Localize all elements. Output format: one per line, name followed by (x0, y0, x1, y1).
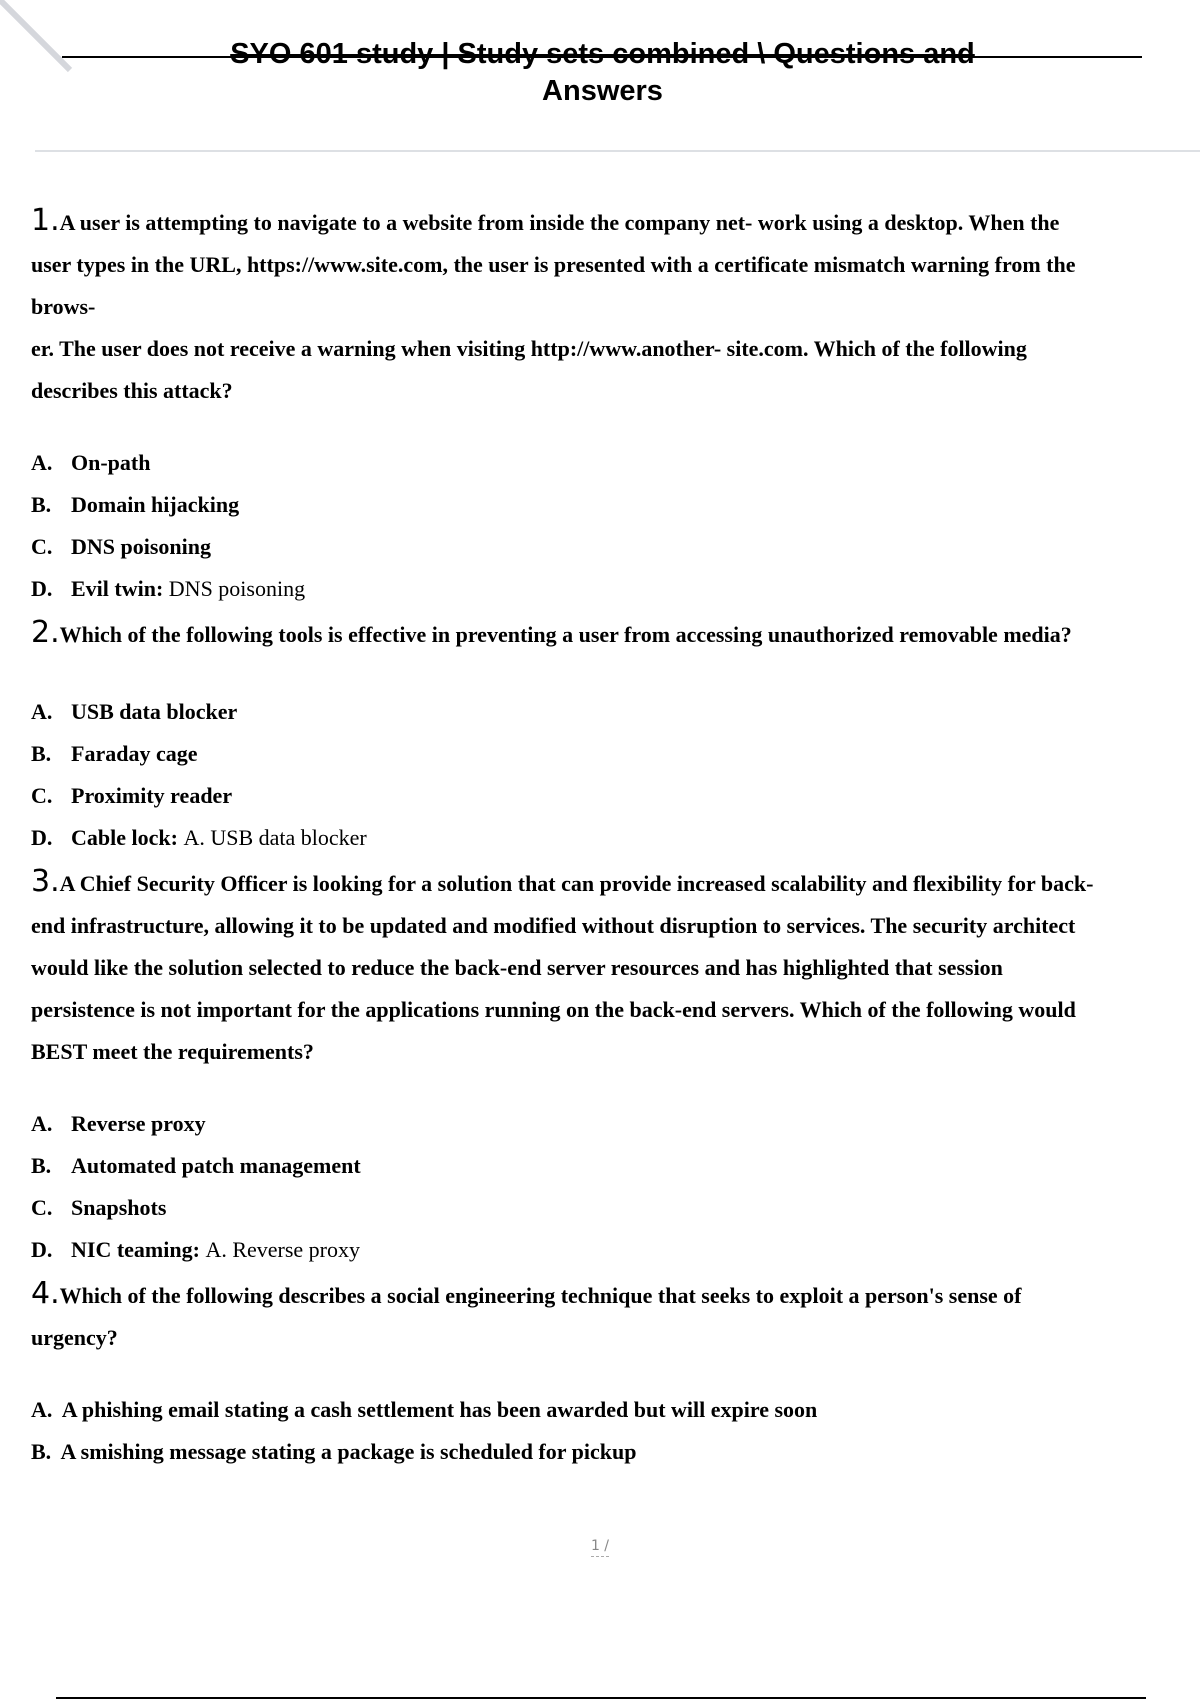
option-a (31, 442, 1200, 484)
question-line-text: Which of the following describes a social engineering technique that seeks to exploit a person's sense of (59, 1283, 1022, 1308)
option-d (31, 1229, 1200, 1271)
question-line (31, 1273, 1200, 1317)
option-b (31, 1145, 1200, 1187)
option-d (31, 817, 1200, 859)
title-line-2: Answers (542, 75, 663, 107)
question-line (31, 612, 1200, 656)
option-text: Domain hijacking (71, 492, 240, 517)
question-line: end infrastructure, allowing it to be updated and modified without disruption to services. The security architect (31, 913, 1076, 938)
option-letter: A. (31, 450, 53, 475)
question-number: 1. (31, 203, 60, 238)
question-line (31, 200, 1200, 244)
option-c (31, 775, 1200, 817)
question-line-text: A Chief Security Officer is looking for a solution that can provide increased scalability and flexibility for back- (59, 871, 1094, 896)
question-4 (31, 1273, 1200, 1473)
question-line: brows- (31, 294, 96, 319)
option-list (31, 1389, 1200, 1473)
question-line (31, 861, 1200, 905)
option-text: Reverse proxy (71, 1111, 206, 1136)
option-list (31, 1103, 1200, 1271)
option-text: NIC teaming: (71, 1237, 200, 1262)
option-letter: A. (31, 699, 53, 724)
option-b (31, 1431, 1200, 1473)
option-d (31, 568, 1200, 610)
option-letter: C. (31, 534, 53, 559)
option-letter: D. (31, 1237, 53, 1262)
question-text (31, 1273, 1200, 1359)
document-title (60, 36, 1145, 110)
option-text: DNS poisoning (71, 534, 212, 559)
question-line: would like the solution selected to reduce the back-end server resources and has highlighted that session (31, 955, 1003, 980)
page-number-text: 1 / (591, 1538, 609, 1557)
question-1 (31, 200, 1200, 610)
option-letter: A. (31, 1397, 53, 1422)
question-line: urgency? (31, 1325, 118, 1350)
option-text: A smishing message stating a package is scheduled for pickup (60, 1439, 637, 1464)
option-text: USB data blocker (71, 699, 238, 724)
option-text: Faraday cage (71, 741, 198, 766)
answer-text: A. USB data blocker (183, 825, 367, 850)
option-letter: D. (31, 576, 53, 601)
question-3 (31, 861, 1200, 1271)
option-text: On-path (71, 450, 151, 475)
title-line-1: SYO 601 study | Study sets combined \ Questions and (230, 38, 975, 70)
answer-text: DNS poisoning (168, 576, 306, 601)
question-line: BEST meet the requirements? (31, 1039, 314, 1064)
option-letter: A. (31, 1111, 53, 1136)
option-list (31, 691, 1200, 859)
footer-rule (56, 1697, 1146, 1699)
question-line: describes this attack? (31, 378, 233, 403)
option-text: Evil twin: (71, 576, 164, 601)
option-list (31, 442, 1200, 610)
option-text: A phishing email stating a cash settlement has been awarded but will expire soon (61, 1397, 818, 1422)
option-letter: C. (31, 1195, 53, 1220)
page-number (0, 1538, 1200, 1554)
option-a (31, 1103, 1200, 1145)
option-text: Snapshots (71, 1195, 167, 1220)
question-line: user types in the URL, https://www.site.com, the user is presented with a certificate mismatch warning from the (31, 252, 1076, 277)
option-letter: D. (31, 825, 53, 850)
option-a (31, 691, 1200, 733)
option-text: Cable lock: (71, 825, 178, 850)
option-letter: B. (31, 1153, 52, 1178)
question-list (31, 200, 1200, 1473)
option-letter: B. (31, 1439, 52, 1464)
question-text (31, 612, 1200, 656)
header-divider (35, 150, 1200, 152)
answer-text: A. Reverse proxy (205, 1237, 361, 1262)
question-line-text: A user is attempting to navigate to a website from inside the company net- work using a desktop. When the (59, 210, 1060, 235)
option-b (31, 484, 1200, 526)
option-letter: C. (31, 783, 53, 808)
question-text (31, 861, 1200, 1073)
option-text: Proximity reader (71, 783, 233, 808)
option-letter: B. (31, 741, 52, 766)
option-a (31, 1389, 1200, 1431)
option-c (31, 526, 1200, 568)
question-line-text: Which of the following tools is effective in preventing a user from accessing unauthorized removable media? (59, 622, 1072, 647)
option-c (31, 1187, 1200, 1229)
question-number: 4. (31, 1276, 60, 1311)
question-number: 3. (31, 864, 60, 899)
question-2 (31, 612, 1200, 859)
question-text (31, 200, 1200, 412)
question-line: er. The user does not receive a warning when visiting http://www.another- site.com. Which of the following (31, 336, 1027, 361)
option-text: Automated patch management (71, 1153, 361, 1178)
question-number: 2. (31, 615, 60, 650)
question-line: persistence is not important for the applications running on the back-end servers. Which of the following would (31, 997, 1076, 1022)
option-b (31, 733, 1200, 775)
option-letter: B. (31, 492, 52, 517)
